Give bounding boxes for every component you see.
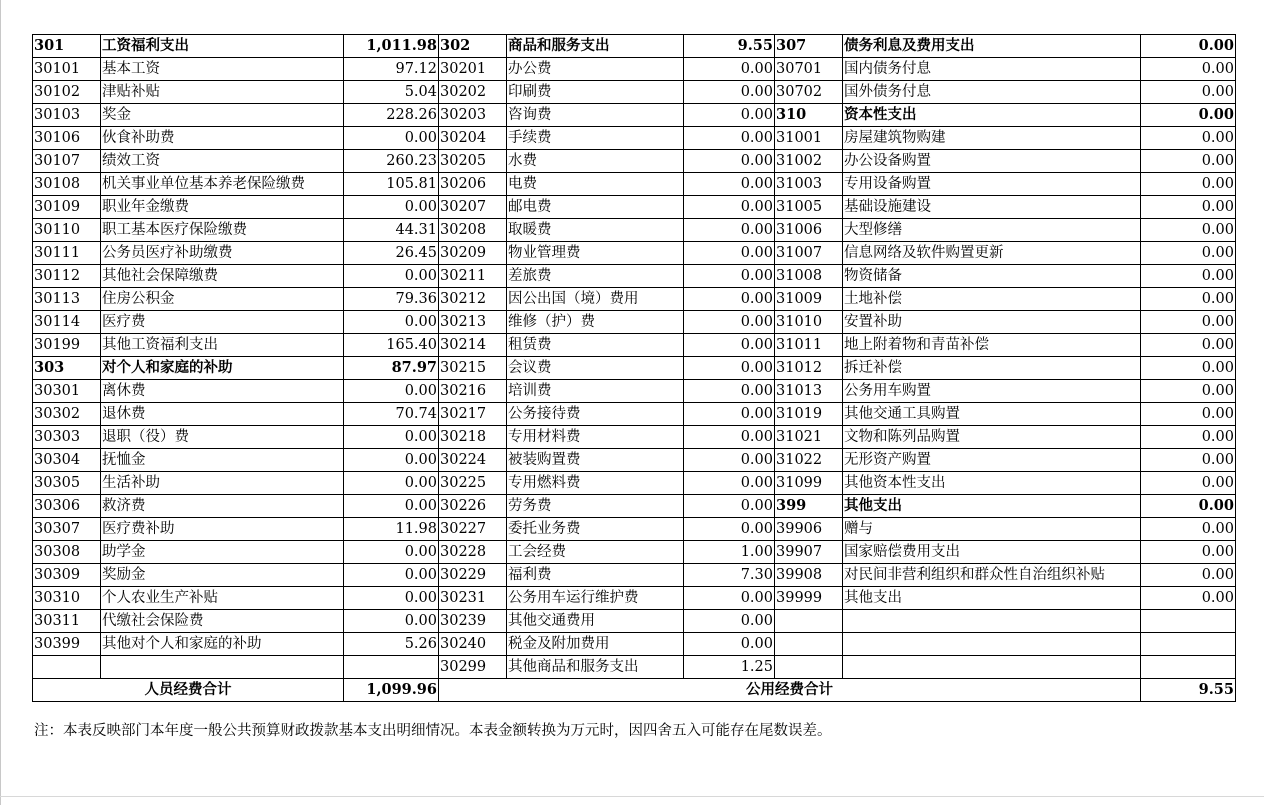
basic-expenditure-table	[32, 34, 1236, 702]
item-code: 31099	[775, 472, 843, 495]
item-amount: 1,011.98	[344, 35, 439, 58]
table-row	[33, 633, 1236, 656]
table-row	[33, 472, 1236, 495]
table-row	[33, 219, 1236, 242]
item-name: 助学金	[101, 541, 344, 564]
item-name: 其他交通费用	[507, 610, 684, 633]
item-code: 30302	[33, 403, 101, 426]
item-name: 其他交通工具购置	[843, 403, 1141, 426]
item-amount: 0.00	[1141, 311, 1236, 334]
item-amount: 105.81	[344, 173, 439, 196]
item-amount: 0.00	[684, 610, 775, 633]
item-name: 其他支出	[843, 495, 1141, 518]
item-code: 30240	[439, 633, 507, 656]
item-code: 302	[439, 35, 507, 58]
item-amount: 165.40	[344, 334, 439, 357]
item-amount: 0.00	[344, 541, 439, 564]
item-amount: 0.00	[684, 495, 775, 518]
item-name: 绩效工资	[101, 150, 344, 173]
item-amount: 11.98	[344, 518, 439, 541]
item-amount: 44.31	[344, 219, 439, 242]
item-name: 职业年金缴费	[101, 196, 344, 219]
item-code: 30206	[439, 173, 507, 196]
item-amount: 0.00	[1141, 380, 1236, 403]
item-code: 30702	[775, 81, 843, 104]
table-row	[33, 265, 1236, 288]
item-amount: 0.00	[344, 472, 439, 495]
item-amount: 0.00	[344, 380, 439, 403]
item-amount: 0.00	[684, 242, 775, 265]
item-name	[843, 633, 1141, 656]
item-code: 30225	[439, 472, 507, 495]
item-code: 31006	[775, 219, 843, 242]
item-name: 因公出国（境）费用	[507, 288, 684, 311]
item-name: 水费	[507, 150, 684, 173]
item-amount: 5.04	[344, 81, 439, 104]
item-code: 30213	[439, 311, 507, 334]
table-row	[33, 449, 1236, 472]
item-code: 30199	[33, 334, 101, 357]
item-amount: 9.55	[684, 35, 775, 58]
table-row	[33, 35, 1236, 58]
item-amount: 7.30	[684, 564, 775, 587]
item-name: 国内债务付息	[843, 58, 1141, 81]
item-amount: 228.26	[344, 104, 439, 127]
item-name: 代缴社会保险费	[101, 610, 344, 633]
item-code: 30224	[439, 449, 507, 472]
item-code: 31013	[775, 380, 843, 403]
item-name: 信息网络及软件购置更新	[843, 242, 1141, 265]
item-amount: 0.00	[1141, 472, 1236, 495]
item-code: 303	[33, 357, 101, 380]
item-amount: 5.26	[344, 633, 439, 656]
item-amount: 0.00	[1141, 357, 1236, 380]
public-total-label: 公用经费合计	[439, 679, 1141, 702]
item-code: 399	[775, 495, 843, 518]
item-name: 无形资产购置	[843, 449, 1141, 472]
item-name: 被装购置费	[507, 449, 684, 472]
item-name: 取暖费	[507, 219, 684, 242]
item-name: 奖励金	[101, 564, 344, 587]
table-row	[33, 357, 1236, 380]
item-amount: 0.00	[1141, 265, 1236, 288]
item-name: 电费	[507, 173, 684, 196]
item-amount: 0.00	[684, 426, 775, 449]
table-row	[33, 564, 1236, 587]
item-amount: 0.00	[684, 633, 775, 656]
item-code: 30226	[439, 495, 507, 518]
item-amount: 0.00	[684, 357, 775, 380]
item-amount	[1141, 633, 1236, 656]
item-amount: 0.00	[344, 127, 439, 150]
item-amount: 0.00	[1141, 541, 1236, 564]
item-amount: 0.00	[684, 311, 775, 334]
footnote: 注：本表反映部门本年度一般公共预算财政拨款基本支出明细情况。本表金额转换为万元时，因四舍五入可能存在尾数误差。	[34, 723, 832, 739]
item-code: 30109	[33, 196, 101, 219]
totals-row	[33, 679, 1236, 702]
item-amount: 0.00	[1141, 288, 1236, 311]
item-name: 奖金	[101, 104, 344, 127]
item-name: 基础设施建设	[843, 196, 1141, 219]
item-code: 30301	[33, 380, 101, 403]
item-code: 39908	[775, 564, 843, 587]
item-code: 31007	[775, 242, 843, 265]
item-code: 31002	[775, 150, 843, 173]
item-amount: 0.00	[684, 127, 775, 150]
item-amount: 0.00	[1141, 104, 1236, 127]
item-code: 30307	[33, 518, 101, 541]
item-amount: 0.00	[684, 196, 775, 219]
item-name: 租赁费	[507, 334, 684, 357]
item-amount: 0.00	[1141, 518, 1236, 541]
table-row	[33, 610, 1236, 633]
item-amount: 0.00	[684, 449, 775, 472]
item-amount: 0.00	[684, 334, 775, 357]
item-name: 医疗费	[101, 311, 344, 334]
item-code: 39906	[775, 518, 843, 541]
table-row	[33, 403, 1236, 426]
item-code: 30239	[439, 610, 507, 633]
item-name: 维修（护）费	[507, 311, 684, 334]
item-code: 30101	[33, 58, 101, 81]
item-code: 30304	[33, 449, 101, 472]
item-name	[101, 656, 344, 679]
item-name: 印刷费	[507, 81, 684, 104]
item-amount: 0.00	[1141, 81, 1236, 104]
item-name: 退职（役）费	[101, 426, 344, 449]
item-amount: 0.00	[1141, 173, 1236, 196]
item-amount: 0.00	[344, 265, 439, 288]
item-name: 邮电费	[507, 196, 684, 219]
item-name: 福利费	[507, 564, 684, 587]
item-name	[843, 656, 1141, 679]
item-amount: 0.00	[1141, 426, 1236, 449]
item-amount: 1.25	[684, 656, 775, 679]
item-name: 手续费	[507, 127, 684, 150]
table-row	[33, 196, 1236, 219]
item-code: 30305	[33, 472, 101, 495]
item-amount: 0.00	[684, 104, 775, 127]
item-code: 30399	[33, 633, 101, 656]
item-amount: 1.00	[684, 541, 775, 564]
item-code: 30103	[33, 104, 101, 127]
page-bottom-edge	[0, 796, 1264, 797]
item-code: 31009	[775, 288, 843, 311]
item-code	[775, 633, 843, 656]
item-code: 30218	[439, 426, 507, 449]
item-code: 30208	[439, 219, 507, 242]
item-amount: 0.00	[1141, 58, 1236, 81]
table-row	[33, 150, 1236, 173]
item-name: 国家赔偿费用支出	[843, 541, 1141, 564]
item-name: 基本工资	[101, 58, 344, 81]
item-amount: 0.00	[1141, 219, 1236, 242]
table-row	[33, 380, 1236, 403]
item-name: 离休费	[101, 380, 344, 403]
item-amount: 0.00	[344, 426, 439, 449]
item-code: 31019	[775, 403, 843, 426]
item-code: 30216	[439, 380, 507, 403]
item-amount: 0.00	[344, 196, 439, 219]
item-code: 30102	[33, 81, 101, 104]
item-amount: 0.00	[1141, 242, 1236, 265]
item-amount: 0.00	[1141, 35, 1236, 58]
item-amount: 0.00	[1141, 495, 1236, 518]
item-code: 30207	[439, 196, 507, 219]
table-row	[33, 127, 1236, 150]
item-amount: 0.00	[684, 81, 775, 104]
item-name: 其他支出	[843, 587, 1141, 610]
item-name: 专用燃料费	[507, 472, 684, 495]
item-code: 30114	[33, 311, 101, 334]
item-code: 30212	[439, 288, 507, 311]
item-name: 对民间非营利组织和群众性自治组织补贴	[843, 564, 1141, 587]
item-amount: 0.00	[344, 564, 439, 587]
item-name: 伙食补助费	[101, 127, 344, 150]
item-name: 税金及附加费用	[507, 633, 684, 656]
item-amount: 260.23	[344, 150, 439, 173]
table-row	[33, 495, 1236, 518]
item-amount: 0.00	[684, 403, 775, 426]
item-code: 30204	[439, 127, 507, 150]
item-name: 公务用车运行维护费	[507, 587, 684, 610]
item-amount: 0.00	[684, 265, 775, 288]
item-code: 30108	[33, 173, 101, 196]
item-code: 30106	[33, 127, 101, 150]
item-amount: 0.00	[684, 58, 775, 81]
item-code: 30211	[439, 265, 507, 288]
item-amount: 0.00	[1141, 334, 1236, 357]
item-name	[843, 610, 1141, 633]
table-row	[33, 104, 1236, 127]
item-code: 301	[33, 35, 101, 58]
item-code: 30201	[439, 58, 507, 81]
item-name: 物业管理费	[507, 242, 684, 265]
item-amount: 0.00	[1141, 564, 1236, 587]
item-amount: 97.12	[344, 58, 439, 81]
item-name: 国外债务付息	[843, 81, 1141, 104]
table-row	[33, 242, 1236, 265]
item-amount: 0.00	[684, 150, 775, 173]
item-code: 30303	[33, 426, 101, 449]
item-code: 31012	[775, 357, 843, 380]
table-row	[33, 518, 1236, 541]
item-name: 机关事业单位基本养老保险缴费	[101, 173, 344, 196]
item-amount: 0.00	[344, 610, 439, 633]
item-code: 30231	[439, 587, 507, 610]
page-left-edge	[0, 0, 1, 805]
item-code: 30112	[33, 265, 101, 288]
item-code: 31010	[775, 311, 843, 334]
item-code: 30214	[439, 334, 507, 357]
item-code: 30310	[33, 587, 101, 610]
item-code: 31022	[775, 449, 843, 472]
item-name: 抚恤金	[101, 449, 344, 472]
item-amount: 0.00	[684, 288, 775, 311]
item-amount	[344, 656, 439, 679]
table-row	[33, 426, 1236, 449]
item-name: 文物和陈列品购置	[843, 426, 1141, 449]
item-name: 差旅费	[507, 265, 684, 288]
item-code: 31003	[775, 173, 843, 196]
item-amount: 0.00	[1141, 449, 1236, 472]
item-name: 大型修缮	[843, 219, 1141, 242]
item-name: 土地补偿	[843, 288, 1141, 311]
item-name: 专用设备购置	[843, 173, 1141, 196]
table-body	[33, 35, 1236, 702]
item-code: 31021	[775, 426, 843, 449]
item-name: 退休费	[101, 403, 344, 426]
item-code: 30311	[33, 610, 101, 633]
table-row	[33, 173, 1236, 196]
item-code: 30308	[33, 541, 101, 564]
item-name: 赠与	[843, 518, 1141, 541]
item-name: 办公设备购置	[843, 150, 1141, 173]
item-name: 物资储备	[843, 265, 1141, 288]
personnel-total-amount: 1,099.96	[344, 679, 439, 702]
item-name: 住房公积金	[101, 288, 344, 311]
item-name: 对个人和家庭的补助	[101, 357, 344, 380]
item-code: 30113	[33, 288, 101, 311]
item-amount: 0.00	[344, 495, 439, 518]
item-amount: 0.00	[684, 518, 775, 541]
item-name: 办公费	[507, 58, 684, 81]
item-code: 30202	[439, 81, 507, 104]
item-code: 30205	[439, 150, 507, 173]
item-code: 30217	[439, 403, 507, 426]
item-code: 30306	[33, 495, 101, 518]
table-row	[33, 58, 1236, 81]
item-name: 其他商品和服务支出	[507, 656, 684, 679]
item-name: 生活补助	[101, 472, 344, 495]
item-code: 30299	[439, 656, 507, 679]
item-name: 资本性支出	[843, 104, 1141, 127]
item-code: 30209	[439, 242, 507, 265]
item-code: 30227	[439, 518, 507, 541]
item-name: 津贴补贴	[101, 81, 344, 104]
item-amount: 0.00	[684, 472, 775, 495]
table-row	[33, 587, 1236, 610]
table-row	[33, 81, 1236, 104]
item-name: 其他资本性支出	[843, 472, 1141, 495]
item-amount: 0.00	[1141, 127, 1236, 150]
item-amount: 0.00	[684, 219, 775, 242]
item-code: 307	[775, 35, 843, 58]
item-code: 39999	[775, 587, 843, 610]
item-name: 公务员医疗补助缴费	[101, 242, 344, 265]
item-name: 安置补助	[843, 311, 1141, 334]
table-row	[33, 288, 1236, 311]
item-code: 31005	[775, 196, 843, 219]
item-name: 个人农业生产补贴	[101, 587, 344, 610]
item-name: 培训费	[507, 380, 684, 403]
item-name: 地上附着物和青苗补偿	[843, 334, 1141, 357]
item-code	[33, 656, 101, 679]
item-amount: 0.00	[1141, 587, 1236, 610]
item-name: 拆迁补偿	[843, 357, 1141, 380]
table-row	[33, 656, 1236, 679]
item-name: 公务接待费	[507, 403, 684, 426]
item-code	[775, 656, 843, 679]
item-name: 会议费	[507, 357, 684, 380]
item-code: 30107	[33, 150, 101, 173]
item-name: 委托业务费	[507, 518, 684, 541]
item-amount	[1141, 656, 1236, 679]
item-code: 30229	[439, 564, 507, 587]
table-row	[33, 541, 1236, 564]
item-name: 职工基本医疗保险缴费	[101, 219, 344, 242]
item-amount: 0.00	[684, 173, 775, 196]
item-name: 工会经费	[507, 541, 684, 564]
item-amount: 0.00	[1141, 196, 1236, 219]
item-amount: 87.97	[344, 357, 439, 380]
item-code	[775, 610, 843, 633]
item-name: 房屋建筑物购建	[843, 127, 1141, 150]
item-amount: 79.36	[344, 288, 439, 311]
table-row	[33, 311, 1236, 334]
item-code: 31008	[775, 265, 843, 288]
public-total-amount: 9.55	[1141, 679, 1236, 702]
item-code: 39907	[775, 541, 843, 564]
item-code: 30203	[439, 104, 507, 127]
item-name: 其他工资福利支出	[101, 334, 344, 357]
item-name: 其他对个人和家庭的补助	[101, 633, 344, 656]
personnel-total-label: 人员经费合计	[33, 679, 344, 702]
item-code: 310	[775, 104, 843, 127]
item-amount: 26.45	[344, 242, 439, 265]
item-amount: 0.00	[344, 311, 439, 334]
table-row	[33, 334, 1236, 357]
item-code: 30228	[439, 541, 507, 564]
item-amount: 0.00	[344, 587, 439, 610]
item-name: 公务用车购置	[843, 380, 1141, 403]
item-name: 劳务费	[507, 495, 684, 518]
item-name: 债务利息及费用支出	[843, 35, 1141, 58]
item-amount: 0.00	[1141, 403, 1236, 426]
item-code: 30701	[775, 58, 843, 81]
item-amount: 0.00	[1141, 150, 1236, 173]
item-amount: 0.00	[684, 587, 775, 610]
item-name: 商品和服务支出	[507, 35, 684, 58]
item-code: 30215	[439, 357, 507, 380]
item-name: 专用材料费	[507, 426, 684, 449]
item-code: 30111	[33, 242, 101, 265]
item-code: 31001	[775, 127, 843, 150]
item-code: 31011	[775, 334, 843, 357]
item-name: 其他社会保障缴费	[101, 265, 344, 288]
item-amount: 70.74	[344, 403, 439, 426]
item-amount: 0.00	[344, 449, 439, 472]
item-name: 医疗费补助	[101, 518, 344, 541]
item-amount: 0.00	[684, 380, 775, 403]
item-name: 咨询费	[507, 104, 684, 127]
item-code: 30110	[33, 219, 101, 242]
item-code: 30309	[33, 564, 101, 587]
item-name: 工资福利支出	[101, 35, 344, 58]
item-name: 救济费	[101, 495, 344, 518]
item-amount	[1141, 610, 1236, 633]
